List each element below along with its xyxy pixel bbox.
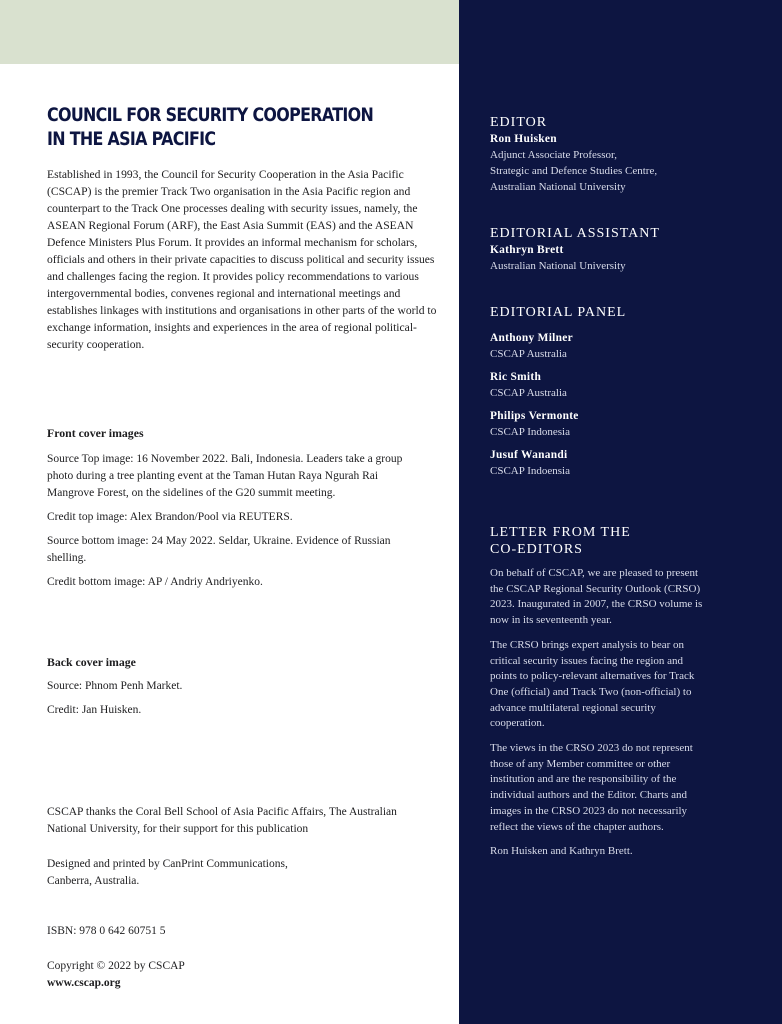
- printer-line2: Canberra, Australia.: [47, 875, 140, 887]
- isbn: ISBN: 978 0 642 60751 5: [47, 925, 166, 937]
- printer-line1: Designed and printed by CanPrint Communications,: [47, 858, 288, 870]
- letter-paragraph-2: The CRSO brings expert analysis to bear on critical security issues facing the region and points to policy-relevant alternatives for Track One (official) and Track Two (non-official) to advance multilateral regional security cooperation.: [490, 638, 695, 730]
- editor-affiliation-3: Australian National University: [490, 181, 626, 193]
- editorial-assistant-section: [490, 225, 750, 274]
- panel-member-name: Philips Vermonte: [490, 410, 579, 422]
- editor-affiliation-2: Strategic and Defence Studies Centre,: [490, 165, 658, 177]
- panel-member-name: Anthony Milner: [490, 332, 573, 344]
- editorial-panel-heading: EDITORIAL PANEL: [490, 305, 627, 320]
- editor-heading: EDITOR: [490, 115, 548, 130]
- top-color-band: [0, 0, 459, 64]
- letter-paragraph-1: On behalf of CSCAP, we are pleased to present the CSCAP Regional Security Outlook (CRSO) 2023. Inaugurated in 2007, the CRSO volume is now in its seventeenth year.: [490, 567, 703, 627]
- org-title-line1: COUNCIL FOR SECURITY COOPERATION: [47, 105, 374, 126]
- back-cover-source: Source: Phnom Penh Market.: [47, 680, 183, 692]
- copyright-block: [47, 958, 427, 992]
- panel-member: [490, 369, 750, 401]
- source-bottom-image: Source bottom image: 24 May 2022. Seldar, Ukraine. Evidence of Russian shelling.: [47, 535, 391, 564]
- letter-paragraph-3: The views in the CRSO 2023 do not represent those of any Member committee or other institution and are the responsibility of the individual authors and the Editor. Charts and images in the CRSO 2023 do not necessarily reflect the views of the chapter authors.: [490, 742, 693, 833]
- panel-member-affiliation: CSCAP Indonesia: [490, 426, 570, 438]
- editorial-assistant-affiliation: Australian National University: [490, 260, 626, 272]
- front-cover-heading: Front cover images: [47, 426, 144, 440]
- editor-name: Ron Huisken: [490, 133, 557, 145]
- editorial-panel-section: [490, 304, 750, 479]
- acknowledgement: CSCAP thanks the Coral Bell School of Asia Pacific Affairs, The Australian National University, for their support for this publication: [47, 806, 397, 835]
- org-title-line2: IN THE ASIA PACIFIC: [47, 129, 216, 150]
- panel-member-affiliation: CSCAP Australia: [490, 348, 567, 360]
- letter-signoff: Ron Huisken and Kathryn Brett.: [490, 845, 633, 858]
- panel-member: [490, 330, 750, 362]
- letter-section: [490, 524, 750, 860]
- credit-top-image: Credit top image: Alex Brandon/Pool via REUTERS.: [47, 511, 293, 523]
- back-cover-heading: Back cover image: [47, 655, 136, 669]
- editorial-assistant-name: Kathryn Brett: [490, 244, 564, 256]
- panel-member-name: Jusuf Wanandi: [490, 449, 568, 461]
- editor-section: [490, 114, 750, 195]
- org-intro: Established in 1993, the Council for Security Cooperation in the Asia Pacific (CSCAP) is the premier Track Two organisation in the Asia Pacific region and counterpart to the Track One processes dealing with security issues, namely, the ASEAN Regional Forum (ARF), the East Asia Summit (EAS) and the ASEAN Defence Ministers Plus Forum. It provides an informal mechanism for scholars, officials and others in their private capacities to discuss political and security issues and challenges facing the region. It provides policy recommendations to various intergovernmental bodies, convenes regional and international meetings and establishes linkages with institutions and organisations in other parts of the world to exchange information, insights and experiences in the area of regional political-security cooperation.: [47, 168, 437, 351]
- front-cover-section: [47, 425, 427, 591]
- back-cover-section: [47, 654, 427, 719]
- editorial-assistant-heading: EDITORIAL ASSISTANT: [490, 226, 660, 241]
- editor-affiliation-1: Adjunct Associate Professor,: [490, 149, 617, 161]
- back-cover-credit: Credit: Jan Huisken.: [47, 704, 142, 716]
- panel-member: [490, 447, 750, 479]
- panel-member: [490, 408, 750, 440]
- org-section: [47, 104, 447, 353]
- panel-member-name: Ric Smith: [490, 371, 542, 383]
- org-title: [47, 104, 451, 152]
- panel-member-affiliation: CSCAP Indoensia: [490, 465, 570, 477]
- website-link[interactable]: www.cscap.org: [47, 977, 121, 989]
- panel-member-affiliation: CSCAP Australia: [490, 387, 567, 399]
- credit-bottom-image: Credit bottom image: AP / Andriy Andriyenko.: [47, 576, 263, 588]
- printer-info: [47, 856, 427, 890]
- copyright: Copyright © 2022 by CSCAP: [47, 960, 185, 972]
- source-top-image: Source Top image: 16 November 2022. Bali, Indonesia. Leaders take a group photo during a tree planting event at the Taman Hutan Raya Ngurah Rai Mangrove Forest, on the sidelines of the G20 summit meeting.: [47, 453, 403, 499]
- letter-heading-line2: CO-EDITORS: [490, 542, 583, 557]
- letter-heading-line1: LETTER FROM THE: [490, 525, 631, 540]
